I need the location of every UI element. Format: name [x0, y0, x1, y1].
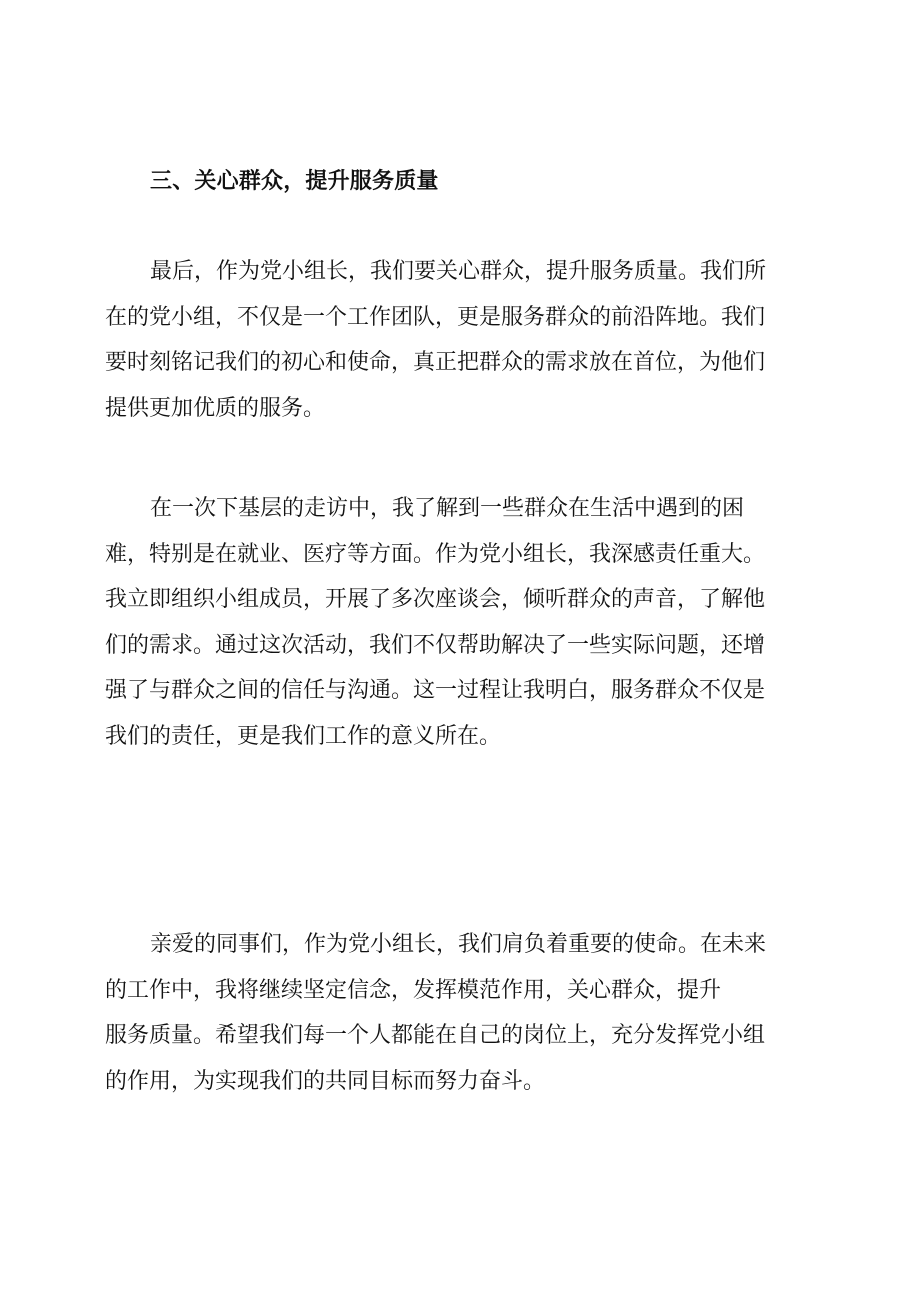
paragraph-line: 我们的责任，更是我们工作的意义所在。	[105, 723, 502, 749]
paragraph-line: 亲爱的同事们，作为党小组长，我们肩负着重要的使命。在未来	[150, 932, 767, 957]
paragraph-line: 要时刻铭记我们的初心和使命，真正把群众的需求放在首位，为他们	[105, 350, 766, 375]
paragraph-commitment	[105, 249, 805, 431]
paragraph-line: 在一次下基层的走访中，我了解到一些群众在生活中遇到的困	[150, 496, 745, 521]
paragraph-line: 在的党小组，不仅是一个工作团队，更是服务群众的前沿阵地。我们	[105, 304, 766, 330]
paragraph-closing	[105, 922, 805, 1104]
paragraph-line: 提供更加优质的服务。	[105, 395, 326, 421]
paragraph-visit-story	[105, 486, 805, 759]
paragraph-line: 们的需求。通过这次活动，我们不仅帮助解决了一些实际问题，还增	[105, 632, 766, 658]
paragraph-line: 的工作中，我将继续坚定信念，发挥模范作用，关心群众，提升	[105, 977, 722, 1003]
paragraph-line: 我立即组织小组成员，开展了多次座谈会，倾听群众的声音，了解他	[105, 587, 766, 612]
paragraph-line: 的作用，为实现我们的共同目标而努力奋斗。	[105, 1068, 546, 1094]
paragraph-line: 难，特别是在就业、医疗等方面。作为党小组长，我深感责任重大。	[105, 541, 766, 567]
paragraph-line: 最后，作为党小组长，我们要关心群众，提升服务质量。我们所	[150, 259, 767, 284]
section-heading: 三、关心群众，提升服务质量	[150, 169, 439, 194]
paragraph-line: 服务质量。希望我们每一个人都能在自己的岗位上，充分发挥党小组	[105, 1023, 766, 1048]
paragraph-line: 强了与群众之间的信任与沟通。这一过程让我明白，服务群众不仅是	[105, 678, 766, 703]
